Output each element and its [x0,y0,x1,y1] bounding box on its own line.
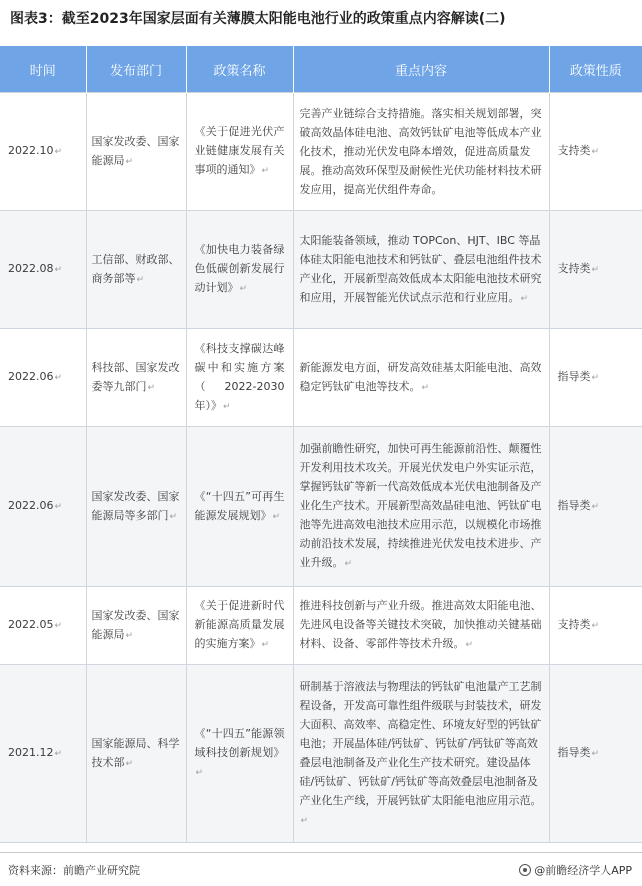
cell-content: 完善产业链综合支持措施。落实相关规划部署，突破高效晶体硅电池、高效钙钛矿电池等低成本产业化技术，推动光伏发电降本增效，促进高质量发展。推动高效环保型及耐候性光伏功能材料技术研发应用，提高光伏组件寿命。 [293,93,549,211]
table-header-row [0,46,642,93]
cell-dept: 国家发改委、国家能源局↵ [86,93,186,211]
cell-policy: 《科技支撑碳达峰碳中和实施方案（2022-2030年）》↵ [186,329,293,427]
header-date: 时间 [0,46,86,93]
cell-dept: 国家发改委、国家能源局↵ [86,587,186,665]
cell-dept: 国家发改委、国家能源局等多部门↵ [86,427,186,587]
cell-content: 研制基于溶液法与物理法的钙钛矿电池量产工艺制程设备，开发高可靠性组件级联与封装技术，研发大面积、高效率、高稳定性、环境友好型的钙钛矿电池；开展晶体硅/钙钛矿、钙钛矿/钙钛矿等高效叠层电池制备及产业化生产技术研究。建设晶体硅/钙钛矿、钙钛矿/钙钛矿等高效叠层电池制备及产业化生产线，开展钙钛矿太阳能电池应用示范。↵ [293,665,549,843]
cell-content: 加强前瞻性研究，加快可再生能源前沿性、颠覆性开发利用技术攻关。开展光伏发电户外实证示范，掌握钙钛矿等新一代高效低成本光伏电池制备及产业化生产技术。开展新型高效晶硅电池、钙钛矿电池等先进高效电池技术应用示范，以规模化市场推动前沿技术发展，持续推进光伏发电技术进步、产业升级。↵ [293,427,549,587]
table-row [0,427,642,587]
cell-policy: 《加快电力装备绿色低碳创新发展行动计划》↵ [186,211,293,329]
header-dept: 发布部门 [86,46,186,93]
cell-nature: 指导类↵ [549,427,642,587]
header-policy: 政策名称 [186,46,293,93]
policy-table [0,46,642,843]
footer [0,852,642,886]
cell-nature: 指导类↵ [549,665,642,843]
header-nature: 政策性质 [549,46,642,93]
cell-policy: 《关于促进光伏产业链健康发展有关事项的通知》↵ [186,93,293,211]
cell-policy: 《“十四五”可再生能源发展规划》↵ [186,427,293,587]
brand-label [519,862,632,878]
cell-content: 太阳能装备领域，推动 TOPCon、HJT、IBC 等晶体硅太阳能电池技术和钙钛矿、叠层电池组件技术产业化，开展新型高效低成本太阳能电池技术研究和应用，开展智能光伏试点示范和行业应用。↵ [293,211,549,329]
cell-dept: 工信部、财政部、商务部等↵ [86,211,186,329]
qianzhan-logo-icon [519,864,531,876]
cell-date: 2022.06↵ [0,329,86,427]
cell-policy: 《关于促进新时代新能源高质量发展的实施方案》↵ [186,587,293,665]
cell-date: 2022.10↵ [0,93,86,211]
cell-content: 推进科技创新与产业升级。推进高效太阳能电池、先进风电设备等关键技术突破，加快推动关键基础材料、设备、零部件等技术升级。↵ [293,587,549,665]
cell-dept: 国家能源局、科学技术部↵ [86,665,186,843]
cell-dept: 科技部、国家发改委等九部门↵ [86,329,186,427]
figure-title: 图表3：截至2023年国家层面有关薄膜太阳能电池行业的政策重点内容解读(二) [10,11,506,27]
header-content: 重点内容 [293,46,549,93]
brand-text: @前瞻经济学人APP [534,864,632,877]
cell-content: 新能源发电方面，研发高效硅基太阳能电池、高效稳定钙钛矿电池等技术。↵ [293,329,549,427]
table-row [0,211,642,329]
cell-nature: 指导类↵ [549,329,642,427]
cell-date: 2022.08↵ [0,211,86,329]
cell-nature: 支持类↵ [549,211,642,329]
cell-policy: 《“十四五”能源领域科技创新规划》↵ [186,665,293,843]
cell-nature: 支持类↵ [549,93,642,211]
cell-date: 2021.12↵ [0,665,86,843]
cell-date: 2022.05↵ [0,587,86,665]
cell-nature: 支持类↵ [549,587,642,665]
table-row [0,329,642,427]
table-row [0,665,642,843]
table-row [0,93,642,211]
cell-date: 2022.06↵ [0,427,86,587]
table-row [0,587,642,665]
source-note: 资料来源：前瞻产业研究院 [8,864,140,877]
